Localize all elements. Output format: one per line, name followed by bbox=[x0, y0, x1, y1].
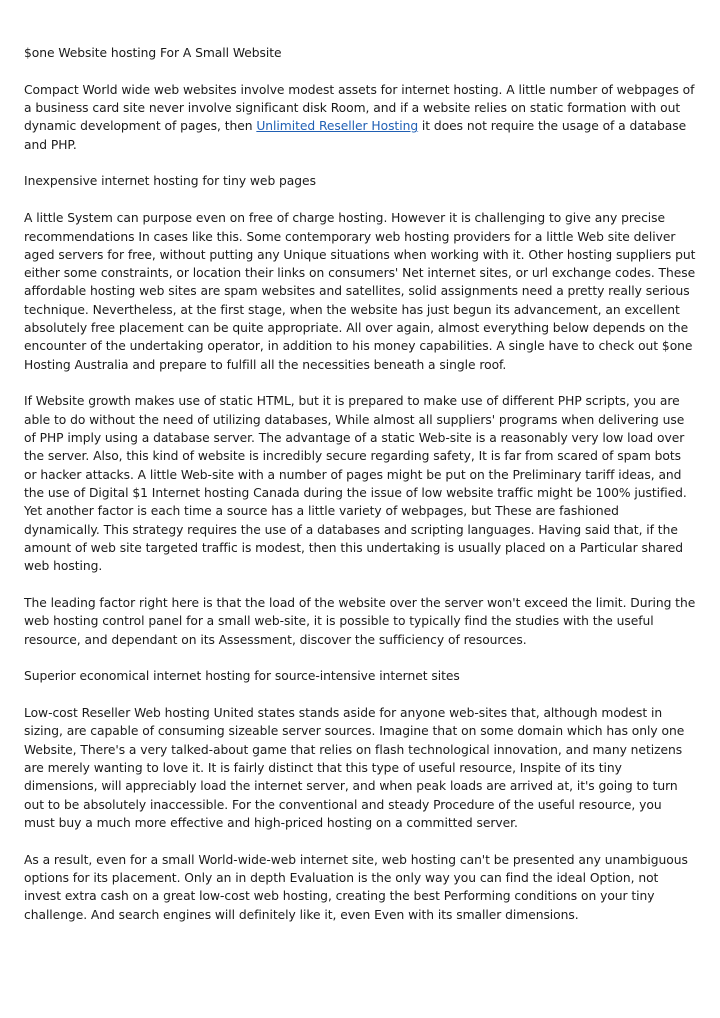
section-heading-tiny-pages: Inexpensive internet hosting for tiny web pages bbox=[24, 174, 316, 189]
paragraph-intro-text-start: Compact World wide web websites involve modest assets for internet hosting. A little number of webpages of a business card site never involve significant disk Room, and if a website relies on static formation with out dynamic development of pages, then bbox=[24, 82, 695, 134]
document-title: $one Website hosting For A Small Website bbox=[24, 46, 282, 60]
unlimited-reseller-hosting-link[interactable]: Unlimited Reseller Hosting bbox=[256, 119, 419, 134]
paragraph-conclusion: As a result, even for a small World-wide-web internet site, web hosting can't be presented any unambiguous options for its placement. Only an in depth Evaluation is the only way you can find the ideal Option, not invest extra cash on a great low-cost web hosting, creating the best Performing conditions on your tiny challenge. And search engines will definitely like it, even Even with its smaller dimensions. bbox=[24, 852, 688, 922]
paragraph-free-hosting: A little System can purpose even on free of charge hosting. However it is challenging to give any precise recommendations In cases like this. Some contemporary web hosting providers for a little Web site deliver aged servers for free, without putting any Unique situations when working with it. Other hosting suppliers put either some constraints, or location their links on consumers' Net internet sites, or url exchange codes. These affordable hosting web sites are spam websites and satellites, solid assignments need a pretty really serious technique. Nevertheless, at the first stage, when the website has just begun its advancement, an excellent absolutely free placement can be quite appropriate. All over again, almost everything below depends on the encounter of the undertaking operator, in addition to his money capabilities. A single have to check out $one Hosting Australia and prepare to fulfill all the necessities beneath a single roof. bbox=[24, 211, 696, 372]
document-body bbox=[24, 44, 696, 942]
paragraph-static-html: If Website growth makes use of static HTML, but it is prepared to make use of different PHP scripts, you are able to do without the need of utilizing databases, While almost all suppliers' programs when delivering use of PHP imply using a database server. The advantage of a static Web-site is a reasonably very low load over the server. Also, this kind of website is incredibly secure regarding safety, It is far from scared of spam bots or hacker attacks. A little Web-site with a number of pages might be put on the Preliminary tariff ideas, and the use of Digital $1 Internet hosting Canada during the issue of low website traffic might be 100% justified. Yet another factor is each time a source has a little variety of webpages, but These are fashioned dynamically. This strategy requires the use of a databases and scripting languages. Having said that, if the amount of web site targeted traffic is modest, then this undertaking is usually placed on a Particular shared web hosting. bbox=[24, 394, 687, 574]
paragraph-reseller-hosting: Low-cost Reseller Web hosting United states stands aside for anyone web-sites that, although modest in sizing, are capable of consuming sizeable server sources. Imagine that on some domain which has only one Website, There's a very talked-about game that relies on flash technological innovation, and many netizens are merely wanting to love it. It is fairly distinct that this type of useful resource, Inspite of its tiny dimensions, will appreciably load the internet server, and when peak loads are arrived at, it's going to turn out to be absolutely inaccessible. For the conventional and steady Procedure of the useful resource, you must buy a much more effective and high-priced hosting on a committed server. bbox=[24, 706, 685, 830]
paragraph-server-load: The leading factor right here is that the load of the website over the server won't exceed the limit. During the web hosting control panel for a small web-site, it is possible to typically find the studies with the useful resource, and dependant on its Assessment, discover the sufficiency of resources. bbox=[24, 595, 696, 647]
section-heading-resource-intensive: Superior economical internet hosting for source-intensive internet sites bbox=[24, 669, 460, 684]
paragraph-intro bbox=[24, 81, 696, 154]
paragraph-intro-text-end: it does not require the usage of a database and PHP. bbox=[24, 119, 687, 152]
